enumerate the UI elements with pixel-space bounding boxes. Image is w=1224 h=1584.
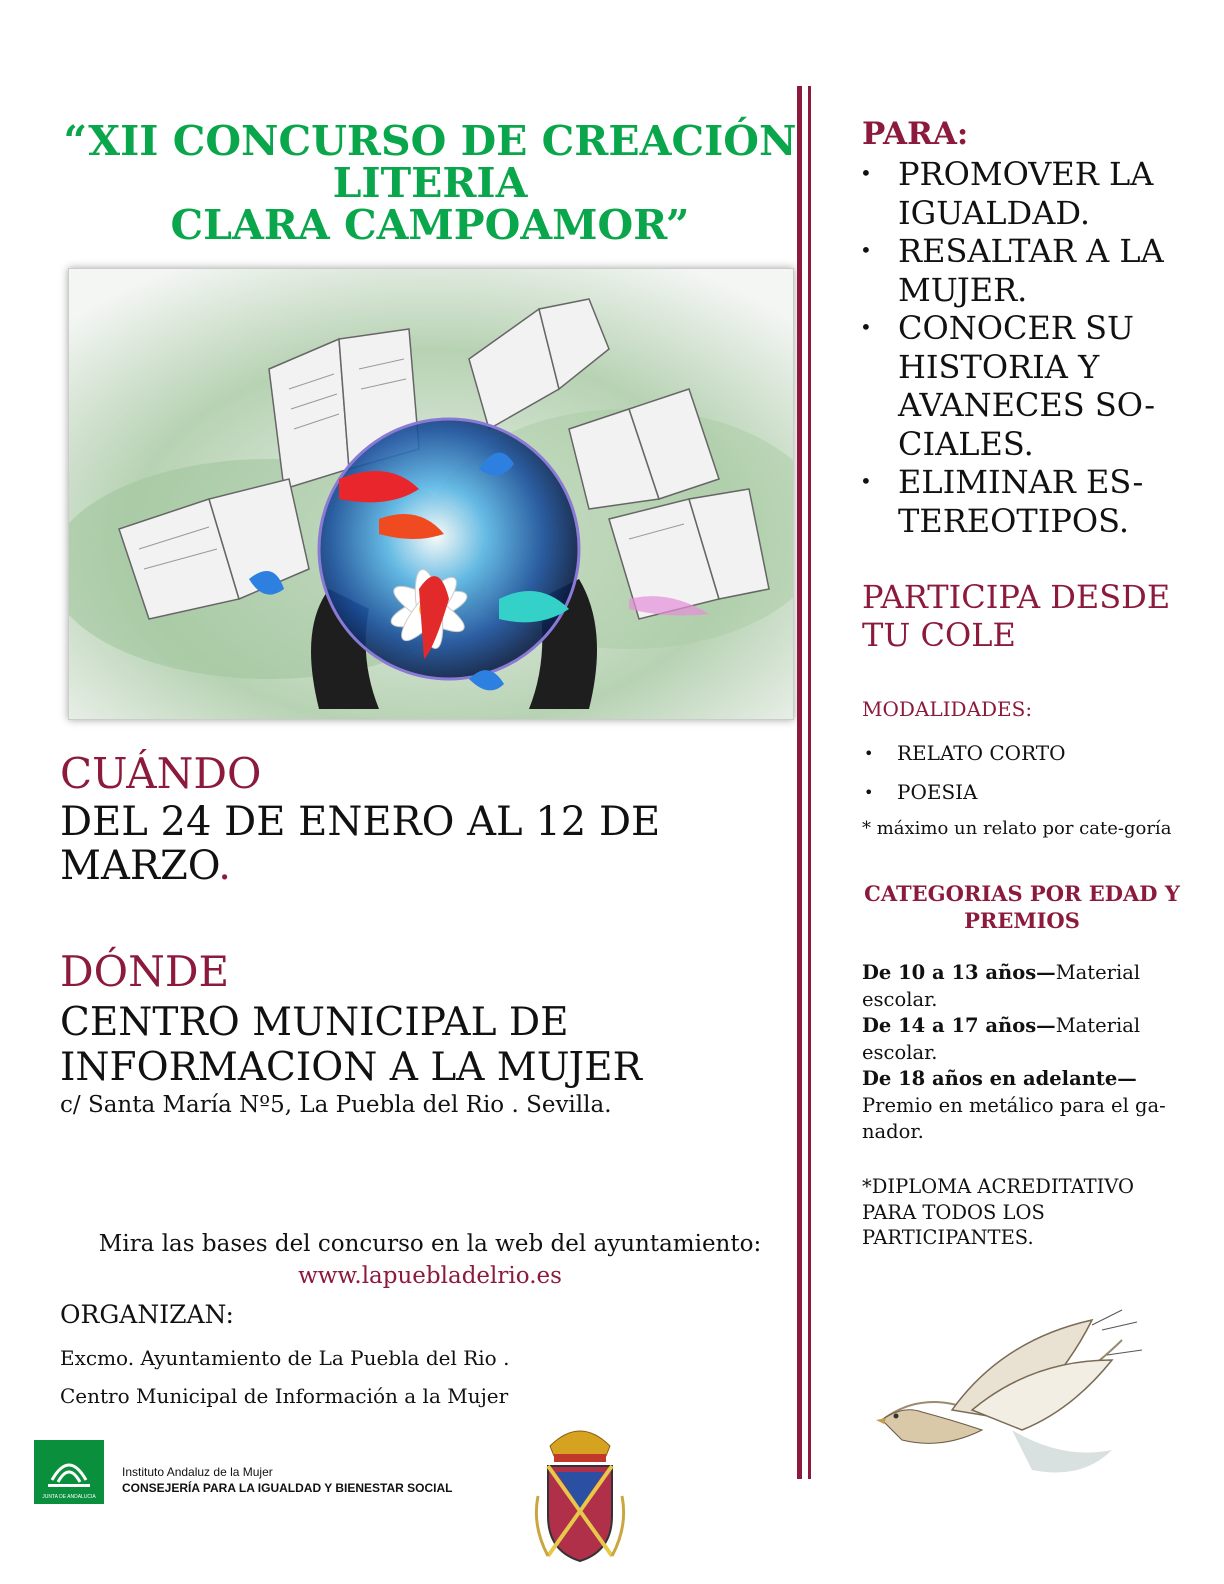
list-item: • ELIMINAR ES-TEREOTIPOS. xyxy=(860,463,1200,540)
organizer-item: Centro Municipal de Información a la Mujer xyxy=(60,1384,509,1408)
category-age: De 18 años en adelante— xyxy=(862,1067,1137,1090)
title-line-3: CLARA CAMPOAMOR” xyxy=(170,201,690,249)
category-prize: Material escolar. xyxy=(862,961,1141,1011)
where-venue: CENTRO MUNICIPAL DE INFORMACION A LA MUJER xyxy=(60,1000,643,1090)
organizer-item: Excmo. Ayuntamiento de La Puebla del Rio . xyxy=(60,1346,510,1370)
categories-heading: CATEGORIAS POR EDAD Y PREMIOS xyxy=(864,881,1180,933)
column-divider xyxy=(797,86,802,1479)
list-item: • CONOCER SU HISTORIA Y AVANECES SO-CIALES. xyxy=(860,309,1200,463)
junta-emblem-icon xyxy=(34,1440,104,1504)
when-heading: CUÁNDO xyxy=(60,749,262,798)
organizers-heading: ORGANIZAN: xyxy=(60,1300,234,1329)
modalities-note: * máximo un relato por cate-goría xyxy=(862,818,1172,839)
category-age: De 14 a 17 años— xyxy=(862,1014,1056,1037)
when-dates-dot: . xyxy=(218,843,231,889)
when-dates xyxy=(60,800,760,888)
town-coat-of-arms xyxy=(528,1416,632,1564)
where-heading: DÓNDE xyxy=(60,947,230,996)
list-item: • PROMOVER LA IGUALDAD. xyxy=(860,155,1200,232)
categories-list xyxy=(862,960,1187,1146)
modalities-list xyxy=(862,734,1066,812)
bases-text: Mira las bases del concurso en la web del ayuntamiento: xyxy=(98,1231,762,1257)
purpose-list xyxy=(860,155,1200,540)
hero-illustration xyxy=(68,268,794,720)
website-link[interactable]: www.lapuebladelrio.es xyxy=(298,1263,562,1289)
list-item: • POESIA xyxy=(862,773,1066,812)
category-item xyxy=(862,1013,1187,1066)
list-item: • RESALTAR A LA MUJER. xyxy=(860,232,1200,309)
title-line-1: “XII CONCURSO DE CREACIÓN xyxy=(63,117,797,165)
list-item: • RELATO CORTO xyxy=(862,734,1066,773)
poster-title xyxy=(60,117,800,249)
modalities-heading: MODALIDADES: xyxy=(862,697,1033,721)
venue-address: c/ Santa María Nº5, La Puebla del Rio . Sevilla. xyxy=(60,1092,612,1118)
title-line-2: LITERIA xyxy=(332,159,528,207)
category-prize: Material escolar. xyxy=(862,1014,1141,1064)
coat-of-arms-icon xyxy=(528,1416,632,1564)
participate-callout: PARTICIPA DESDE TU COLE xyxy=(862,578,1171,654)
iam-line-1: Instituto Andaluz de la Mujer xyxy=(122,1465,273,1479)
book-bird-icon xyxy=(862,1300,1162,1500)
category-age: De 10 a 13 años— xyxy=(862,961,1056,984)
column-divider xyxy=(808,86,811,1479)
when-dates-text: DEL 24 DE ENERO AL 12 DE MARZO xyxy=(60,799,661,889)
books-globe-illustration xyxy=(69,269,793,719)
iam-logo-text xyxy=(122,1464,452,1496)
junta-andalucia-logo xyxy=(34,1440,104,1504)
category-item xyxy=(862,960,1187,1013)
purpose-heading: PARA: xyxy=(862,116,969,152)
category-prize: Premio en metálico para el ga-nador. xyxy=(862,1093,1166,1143)
book-bird-illustration xyxy=(862,1300,1162,1500)
bases-info xyxy=(60,1228,800,1292)
category-item xyxy=(862,1066,1187,1146)
diploma-note: *DIPLOMA ACREDITATIVO PARA TODOS LOS PARTICIPANTES. xyxy=(862,1175,1135,1249)
junta-label: JUNTA DE ANDALUCIA xyxy=(42,1494,96,1500)
iam-line-2: CONSEJERÍA PARA LA IGUALDAD Y BIENESTAR SOCIAL xyxy=(122,1481,453,1495)
